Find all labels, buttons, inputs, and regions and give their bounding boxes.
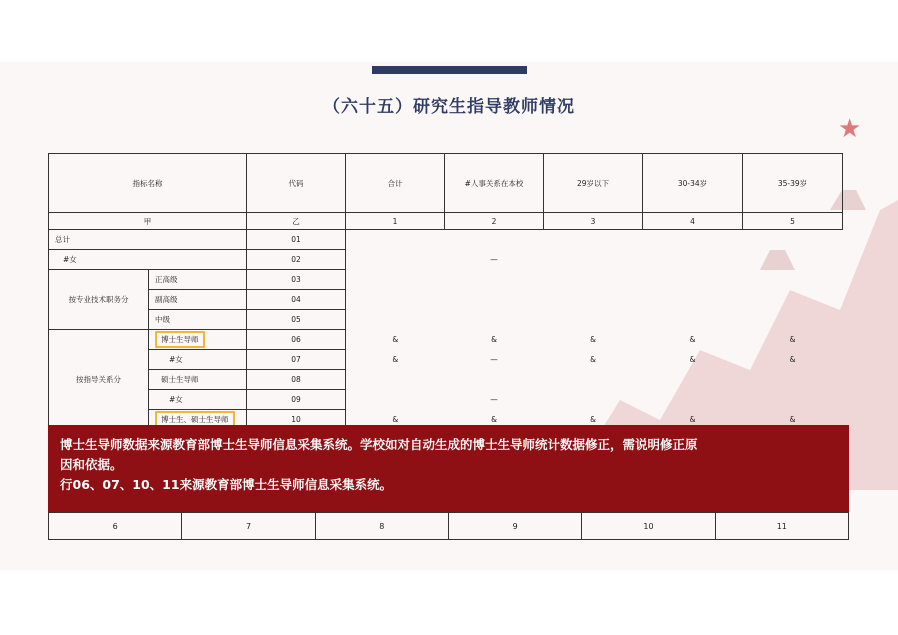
- row-cell: [445, 270, 544, 290]
- row-cell: [743, 390, 843, 410]
- row-cell: [445, 310, 544, 330]
- table-row: [49, 270, 843, 290]
- row-cell: [643, 310, 743, 330]
- column-number: 6: [49, 513, 182, 540]
- row-cell: [544, 270, 643, 290]
- subheader-col: 1: [346, 213, 445, 230]
- header-col: 29岁以下: [544, 154, 643, 213]
- subheader-col: 2: [445, 213, 544, 230]
- row-cell: [346, 270, 445, 290]
- row-cell: &: [789, 415, 796, 424]
- row-cell: [445, 230, 544, 250]
- banner-line: 行06、07、10、11来源教育部博士生导师信息采集系统。: [60, 477, 393, 492]
- column-number: 9: [448, 513, 581, 540]
- column-number: 7: [182, 513, 315, 540]
- table-row: [49, 513, 849, 540]
- row-label: #女: [149, 390, 247, 410]
- page-top-background: [0, 0, 898, 62]
- row-cell: [743, 290, 843, 310]
- row-code: 02: [247, 250, 346, 270]
- row-cell: &: [590, 355, 596, 364]
- highlighted-row-label: 博士生导师: [155, 331, 205, 348]
- row-cell: —: [490, 355, 498, 364]
- row-cell: [743, 310, 843, 330]
- row-cell: [643, 370, 743, 390]
- page-title: （六十五）研究生指导教师情况: [323, 97, 575, 117]
- row-cell: &: [392, 415, 399, 424]
- group-label: 按指导关系分: [49, 330, 149, 430]
- row-cell: &: [491, 415, 497, 424]
- note-banner: [48, 425, 849, 512]
- row-cell: &: [789, 335, 796, 344]
- page-bottom-background: [0, 570, 898, 635]
- row-cell: &: [789, 355, 796, 364]
- banner-line: 博士生导师数据来源教育部博士生导师信息采集系统。学校如对自动生成的博士生导师统计数据修正，需说明修正原: [60, 437, 698, 452]
- row-label: 中级: [149, 310, 247, 330]
- row-code: 05: [247, 310, 346, 330]
- subheader-col: 3: [544, 213, 643, 230]
- row-label: 总计: [49, 230, 247, 250]
- column-number: 8: [315, 513, 448, 540]
- row-cell: [643, 250, 743, 270]
- table-header-row: [49, 154, 843, 213]
- row-cell: [643, 390, 743, 410]
- row-cell: [346, 370, 445, 390]
- row-code: 01: [247, 230, 346, 250]
- row-cell: &: [590, 335, 596, 344]
- row-cell: [544, 230, 643, 250]
- table-row: [49, 350, 843, 370]
- header-indicator: 指标名称: [49, 154, 247, 213]
- row-cell: [346, 250, 445, 270]
- row-cell: —: [490, 395, 498, 404]
- subheader-indicator: 甲: [49, 213, 247, 230]
- star-icon: ★: [838, 114, 862, 144]
- row-cell: [643, 230, 743, 250]
- row-label: 副高级: [149, 290, 247, 310]
- row-cell: &: [392, 335, 399, 344]
- table-row: [49, 250, 843, 270]
- row-cell: [544, 290, 643, 310]
- row-code: 10: [247, 410, 346, 430]
- subheader-col: 4: [643, 213, 743, 230]
- row-cell: &: [590, 415, 596, 424]
- row-cell: [643, 290, 743, 310]
- top-accent-bar: [372, 66, 527, 74]
- row-cell: [544, 390, 643, 410]
- header-code: 代码: [247, 154, 346, 213]
- header-col: 35-39岁: [743, 154, 843, 213]
- row-cell: [544, 370, 643, 390]
- subheader-code: 乙: [247, 213, 346, 230]
- row-code: 06: [247, 330, 346, 350]
- row-cell: [743, 250, 843, 270]
- subheader-col: 5: [743, 213, 843, 230]
- row-cell: [743, 370, 843, 390]
- row-cell: [544, 250, 643, 270]
- row-cell: [346, 310, 445, 330]
- row-cell: &: [392, 355, 399, 364]
- row-cell: [445, 290, 544, 310]
- banner-line: 因和依据。: [60, 457, 123, 472]
- group-label: 按专业技术职务分: [49, 270, 149, 330]
- row-cell: [743, 230, 843, 250]
- row-code: 04: [247, 290, 346, 310]
- row-label: #女: [149, 350, 247, 370]
- row-code: 08: [247, 370, 346, 390]
- table-subheader-row: [49, 213, 843, 230]
- bottom-column-number-table: [48, 512, 849, 540]
- table-row: [49, 390, 843, 410]
- row-cell: [346, 390, 445, 410]
- row-cell: &: [689, 355, 696, 364]
- row-cell: &: [689, 415, 696, 424]
- row-code: 03: [247, 270, 346, 290]
- header-col: 30-34岁: [643, 154, 743, 213]
- row-cell: [346, 230, 445, 250]
- table-row: [49, 370, 843, 390]
- table-row: [49, 330, 843, 350]
- row-label: 正高级: [149, 270, 247, 290]
- table-row: [49, 310, 843, 330]
- row-code: 09: [247, 390, 346, 410]
- highlighted-row-label: 博士生、硕士生导师: [155, 411, 235, 428]
- row-cell: [743, 270, 843, 290]
- row-cell: &: [689, 335, 696, 344]
- column-number: 11: [715, 513, 848, 540]
- row-label: 硕士生导师: [149, 370, 247, 390]
- row-cell: [346, 290, 445, 310]
- statistics-table: [48, 153, 843, 430]
- table-row: [49, 290, 843, 310]
- header-col: #人事关系在本校: [445, 154, 544, 213]
- row-cell: [643, 270, 743, 290]
- row-cell: &: [491, 335, 497, 344]
- table-row: [49, 230, 843, 250]
- column-number: 10: [582, 513, 715, 540]
- header-col: 合计: [346, 154, 445, 213]
- row-code: 07: [247, 350, 346, 370]
- row-cell: [544, 310, 643, 330]
- row-cell: [445, 370, 544, 390]
- row-cell: —: [490, 255, 498, 264]
- row-label: #女: [49, 250, 247, 270]
